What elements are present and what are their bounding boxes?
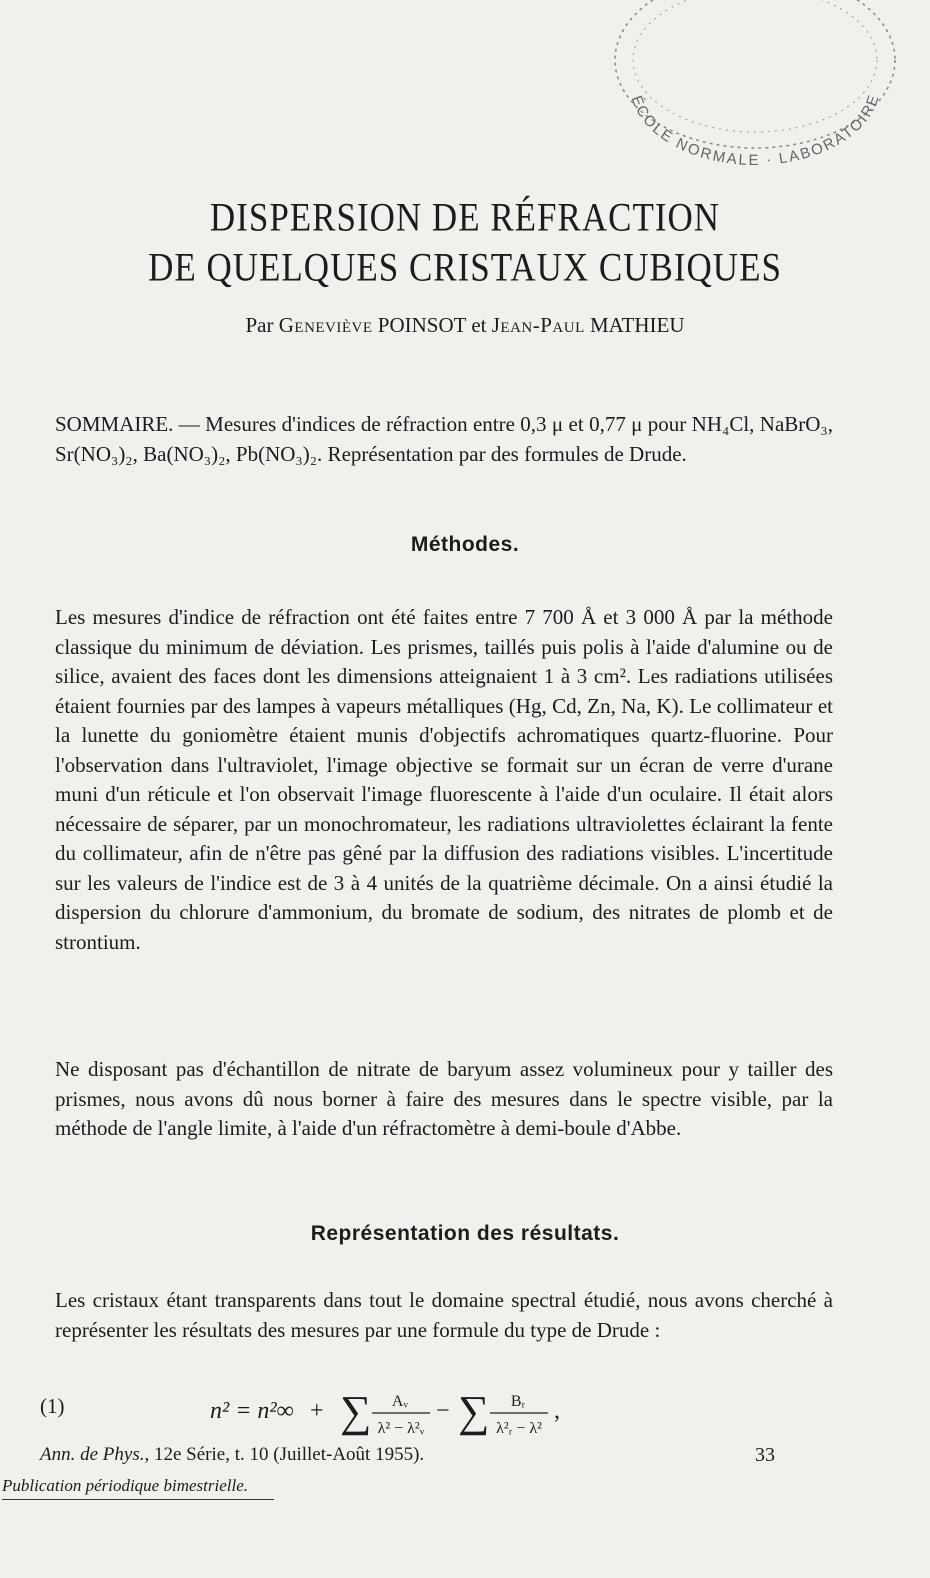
equation-graphic — [200, 1380, 660, 1450]
authors-et: et — [471, 313, 487, 337]
author1-first-name: Geneviève — [278, 313, 373, 337]
fraction2-denominator: λ²ᵣ − λ² — [496, 1420, 542, 1437]
publication-note: Publication périodique bimestrielle. — [2, 1476, 248, 1495]
sum-symbol-1: ∑ — [340, 1387, 372, 1436]
equation-lhs: n² = n²∞ — [210, 1398, 294, 1424]
equation-comma: , — [554, 1398, 560, 1424]
journal-abbreviation: Ann. de Phys. — [40, 1444, 145, 1465]
paper-title-line1: DISPERSION DE RÉFRACTION — [209, 195, 721, 240]
footer-rule — [2, 1499, 274, 1500]
equation-number: (1) — [40, 1394, 65, 1418]
section-heading-representation: Représentation des résultats. — [310, 1222, 620, 1245]
library-stamp — [600, 0, 900, 165]
page-number: 33 — [755, 1444, 775, 1466]
author2-last-name: MATHIEU — [590, 313, 685, 337]
drude-equation — [200, 1380, 660, 1450]
author-line — [0, 313, 930, 338]
authors-par: Par — [245, 313, 274, 337]
author1-last-name: POINSOT — [377, 313, 467, 337]
sum-symbol-2: ∑ — [458, 1387, 490, 1436]
fraction1-denominator: λ² − λ²ᵥ — [377, 1420, 425, 1437]
journal-issue: , 12e Série, t. 10 (Juillet-Août 1955). — [144, 1444, 425, 1465]
stamp-text-path: ÉCOLE NORMALE · LABORATOIRE — [627, 91, 884, 165]
section-heading-methodes: Méthodes. — [410, 533, 520, 556]
fraction1-numerator: Aᵥ — [391, 1393, 409, 1410]
stamp-graphic — [600, 0, 900, 165]
abstract-text: — Mesures d'indices de réfraction entre 0,3 μ et 0,77 μ pour NH₄Cl, NaBrO₃, Sr(NO₃)₂, Ba(NO₃)₂, Pb(NO₃)₂. Représentation par des formules de Drude. — [55, 412, 833, 466]
stamp-text — [600, 0, 884, 165]
equation-plus: + — [310, 1398, 324, 1424]
paragraph-barium: Ne disposant pas d'échantillon de nitrate de baryum assez volumineux pour y tailler des prismes, nous avons dû nous borner à faire des mesures dans le spectre visible, par la méthode de l'angle limite, à l'aide d'un réfractomètre à demi-boule d'Abbe. — [55, 1057, 833, 1140]
author2-first-name: Jean-Paul — [491, 313, 585, 337]
paragraph-drude: Les cristaux étant transparents dans tout le domaine spectral étudié, nous avons cherché à représenter les résultats des mesures par une formule du type de Drude : — [55, 1288, 833, 1342]
paragraph-methods: Les mesures d'indice de réfraction ont été faites entre 7 700 Å et 3 000 Å par la méthode classique du minimum de déviation. Les prismes, taillés puis polis à l'aide d'alumine ou de silice, avaient des faces dont les dimensions atteignaient 1 à 3 cm². Les radiations utilisées étaient fournies par des lampes à vapeurs métalliques (Hg, Cd, Zn, Na, K). Le collimateur et la lunette du goniomètre étaient munis d'objectifs achromatiques quartz-fluorine. Pour l'observation dans l'ultraviolet, l'image objective se formait sur un écran de verre d'urane muni d'un réticule et l'on observait l'image fluorescente à l'aide d'un oculaire. Il était alors nécessaire de séparer, par un monochromateur, les radiations ultraviolettes éclairant la fente du collimateur, afin de n'être pas gêné par la diffusion des radiations visibles. L'incertitude sur les valeurs de l'indice est de 3 à 4 unités de la quatrième décimale. On a ainsi étudié la dispersion du chlorure d'ammonium, du bromate de sodium, des nitrates de plomb et de strontium. — [55, 605, 833, 954]
abstract — [55, 410, 833, 469]
abstract-lead: SOMMAIRE. — [55, 412, 174, 436]
fraction2-numerator: Bᵣ — [510, 1393, 526, 1410]
journal-citation — [40, 1444, 424, 1466]
paper-title-line2: DE QUELQUES CRISTAUX CUBIQUES — [148, 245, 782, 290]
equation-minus: − — [436, 1398, 450, 1424]
